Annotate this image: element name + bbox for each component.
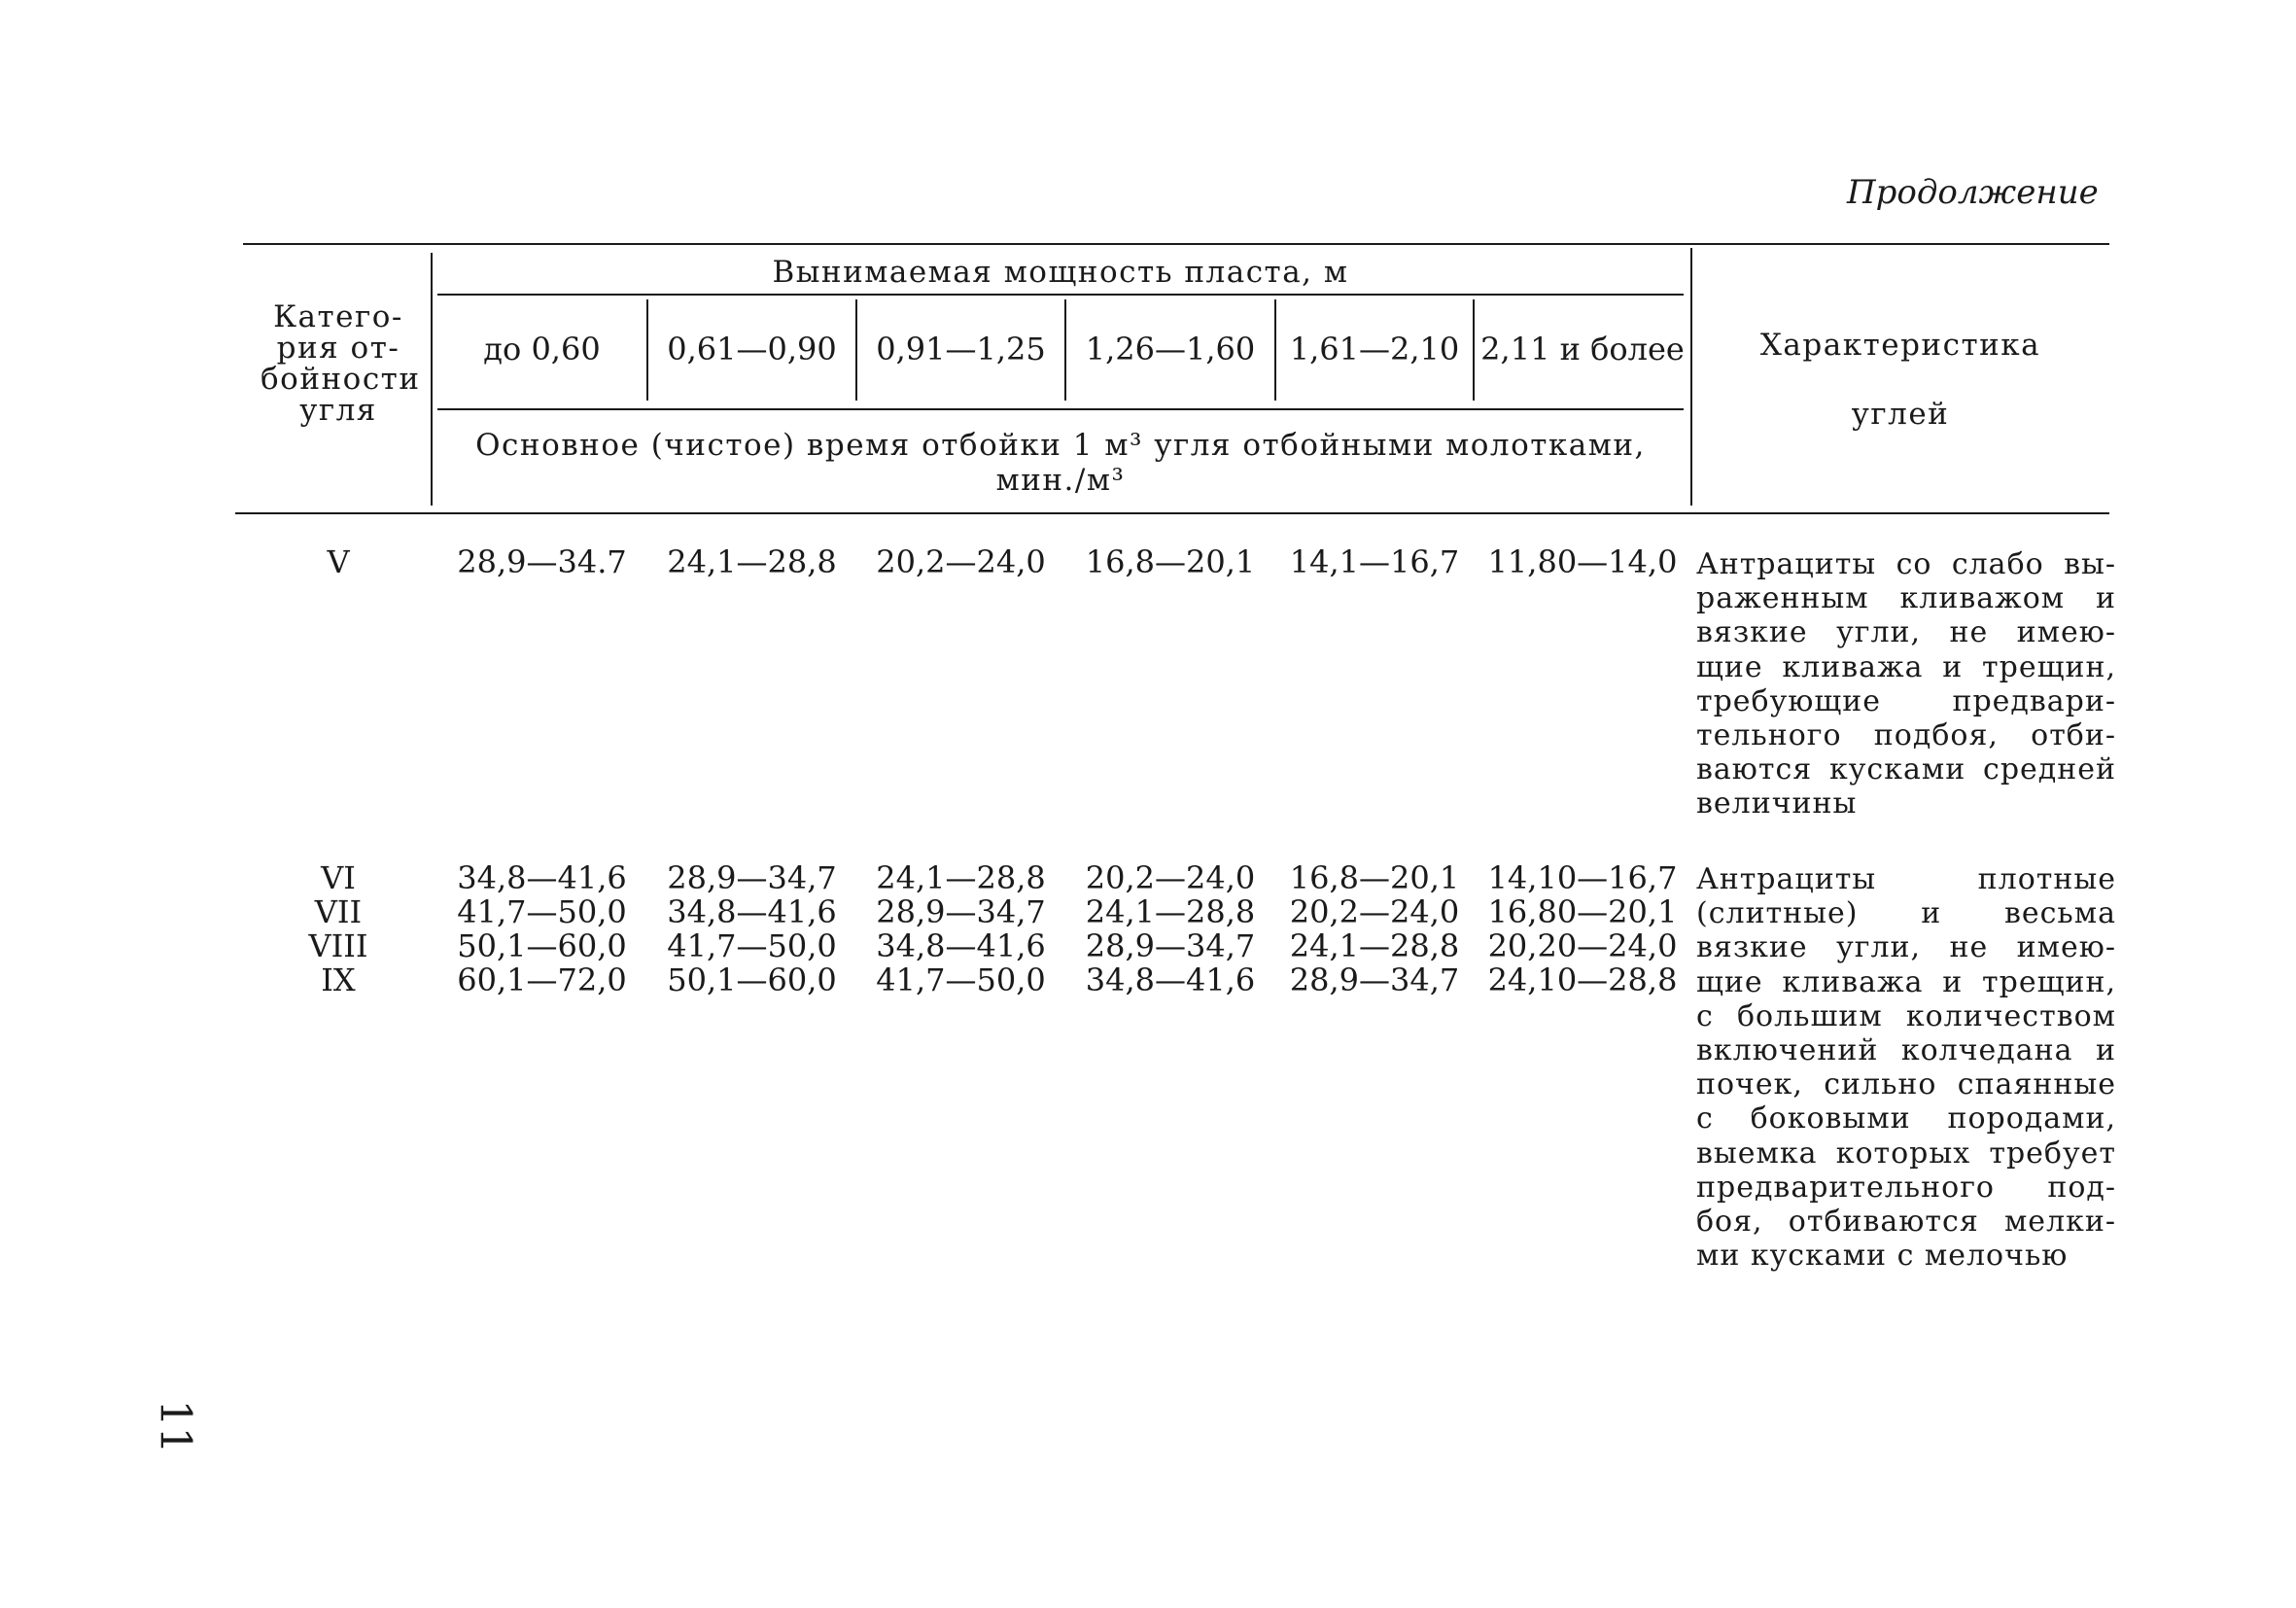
table-cell: 20,2—24,0: [876, 543, 1046, 580]
characteristic-line: боя, отбиваются мелки-: [1696, 1205, 2116, 1240]
thickness-col-2: 0,61—0,90: [667, 331, 837, 367]
characteristic-line: ваются кусками средней: [1696, 752, 2116, 787]
characteristic-header-line1: Характеристика: [1759, 328, 2041, 363]
characteristic-line: с большим количеством: [1696, 998, 2116, 1033]
table-cell: 14,1—16,7: [1289, 543, 1460, 580]
continuation-label: Продолжение: [1847, 173, 2099, 212]
table-cell: 16,80—20,1: [1487, 893, 1678, 930]
table-cell: 41,7—50,0: [457, 893, 627, 930]
table-cell: 14,10—16,7: [1487, 859, 1678, 896]
thickness-row-underline: [437, 408, 1684, 410]
table-cell: 24,10—28,8: [1487, 961, 1678, 998]
thickness-col-4: 1,26—1,60: [1085, 331, 1256, 367]
table-cell: 28,9—34.7: [457, 543, 627, 580]
table-cell: 41,7—50,0: [876, 961, 1046, 998]
table-cell: 28,9—34,7: [1289, 961, 1460, 998]
category-header-line: рия от-: [276, 331, 400, 366]
table-cell: 60,1—72,0: [457, 961, 627, 998]
table-cell: 50,1—60,0: [667, 961, 837, 998]
page-number: 11: [150, 1399, 200, 1454]
table-cell: 41,7—50,0: [667, 927, 837, 964]
characteristic-line: требующие предвари-: [1696, 683, 2116, 718]
table-column: [1276, 861, 1473, 997]
characteristic-line: предварительного под-: [1696, 1170, 2116, 1205]
table-column: [1475, 861, 1690, 997]
table-cell: 50,1—60,0: [457, 927, 627, 964]
category-label: VII: [314, 893, 363, 930]
category-header-line: Катего-: [273, 299, 403, 334]
table-cell: 34,8—41,6: [667, 893, 837, 930]
characteristic-line: Антрациты плотные: [1696, 862, 2116, 896]
time-title-line2: мин./м³: [995, 463, 1126, 498]
thickness-group-title: Вынимаемая мощность пласта, м: [772, 255, 1349, 290]
category-label: V: [327, 543, 350, 580]
table-cell: 34,8—41,6: [457, 859, 627, 896]
characteristic-text-group2: [1696, 862, 2116, 1273]
table-column: [857, 861, 1064, 997]
table-cell: 24,1—28,8: [1085, 893, 1256, 930]
time-title-line1: Основное (чистое) время отбойки 1 м³ угля отбойными молотками,: [475, 428, 1646, 463]
characteristic-text-group1: [1696, 547, 2116, 821]
characteristic-line: включений колчедана и: [1696, 1033, 2116, 1068]
table-cell: 20,2—24,0: [1289, 893, 1460, 930]
category-header: [261, 299, 421, 428]
category-header-line: бойности: [261, 362, 421, 397]
characteristic-line: вязкие угли, не имею-: [1696, 930, 2116, 965]
characteristic-line: выемка которых требует: [1696, 1136, 2116, 1171]
table-cell: 28,9—34,7: [667, 859, 837, 896]
table-top-rule: [243, 243, 2109, 245]
characteristic-line: тельного подбоя, отби-: [1696, 718, 2116, 753]
characteristic-line: почек, сильно спаянные: [1696, 1067, 2116, 1102]
category-header-line: угля: [299, 393, 377, 428]
characteristic-header-line2: углей: [1851, 397, 1950, 432]
table-cell: 16,8—20,1: [1289, 859, 1460, 896]
table-cell: 20,2—24,0: [1085, 859, 1256, 896]
thickness-col-3: 0,91—1,25: [876, 331, 1046, 367]
characteristic-line: величины: [1696, 787, 1858, 821]
characteristic-line: щие кливажа и трещин,: [1696, 649, 2116, 684]
table-cell: 28,9—34,7: [1085, 927, 1256, 964]
characteristic-line: вязкие угли, не имею-: [1696, 615, 2116, 650]
table-cell: 24,1—28,8: [876, 859, 1046, 896]
characteristic-line: (слитные) и весьма: [1696, 896, 2116, 931]
table-column: [648, 861, 855, 997]
table-cell: 11,80—14,0: [1487, 543, 1678, 580]
characteristic-line: ми кусками с мелочью: [1696, 1239, 2069, 1274]
table-cell: 24,1—28,8: [667, 543, 837, 580]
characteristic-col-divider: [1690, 248, 1692, 506]
characteristic-line: Антрациты со слабо вы-: [1696, 547, 2116, 581]
header-bottom-rule: [235, 512, 2109, 514]
table-cell: 34,8—41,6: [1085, 961, 1256, 998]
group-title-underline: [437, 294, 1684, 296]
characteristic-line: щие кливажа и трещин,: [1696, 964, 2116, 999]
table-cell: 28,9—34,7: [876, 893, 1046, 930]
category-label: VI: [321, 859, 356, 896]
category-col-divider: [431, 253, 433, 506]
table-cell: 34,8—41,6: [876, 927, 1046, 964]
characteristic-line: с боковыми породами,: [1696, 1101, 2116, 1136]
thickness-col-5: 1,61—2,10: [1289, 331, 1460, 367]
table-cell: 24,1—28,8: [1289, 927, 1460, 964]
category-labels: [261, 861, 416, 997]
category-label: IX: [321, 961, 356, 998]
characteristic-line: раженным кливажом и: [1696, 581, 2116, 616]
thickness-col-1: до 0,60: [483, 331, 601, 367]
table-column: [1066, 861, 1274, 997]
category-label: VIII: [308, 927, 368, 964]
table-column: [437, 861, 646, 997]
table-cell: 16,8—20,1: [1085, 543, 1256, 580]
table-cell: 20,20—24,0: [1487, 927, 1678, 964]
thickness-col-6: 2,11 и более: [1480, 331, 1685, 367]
